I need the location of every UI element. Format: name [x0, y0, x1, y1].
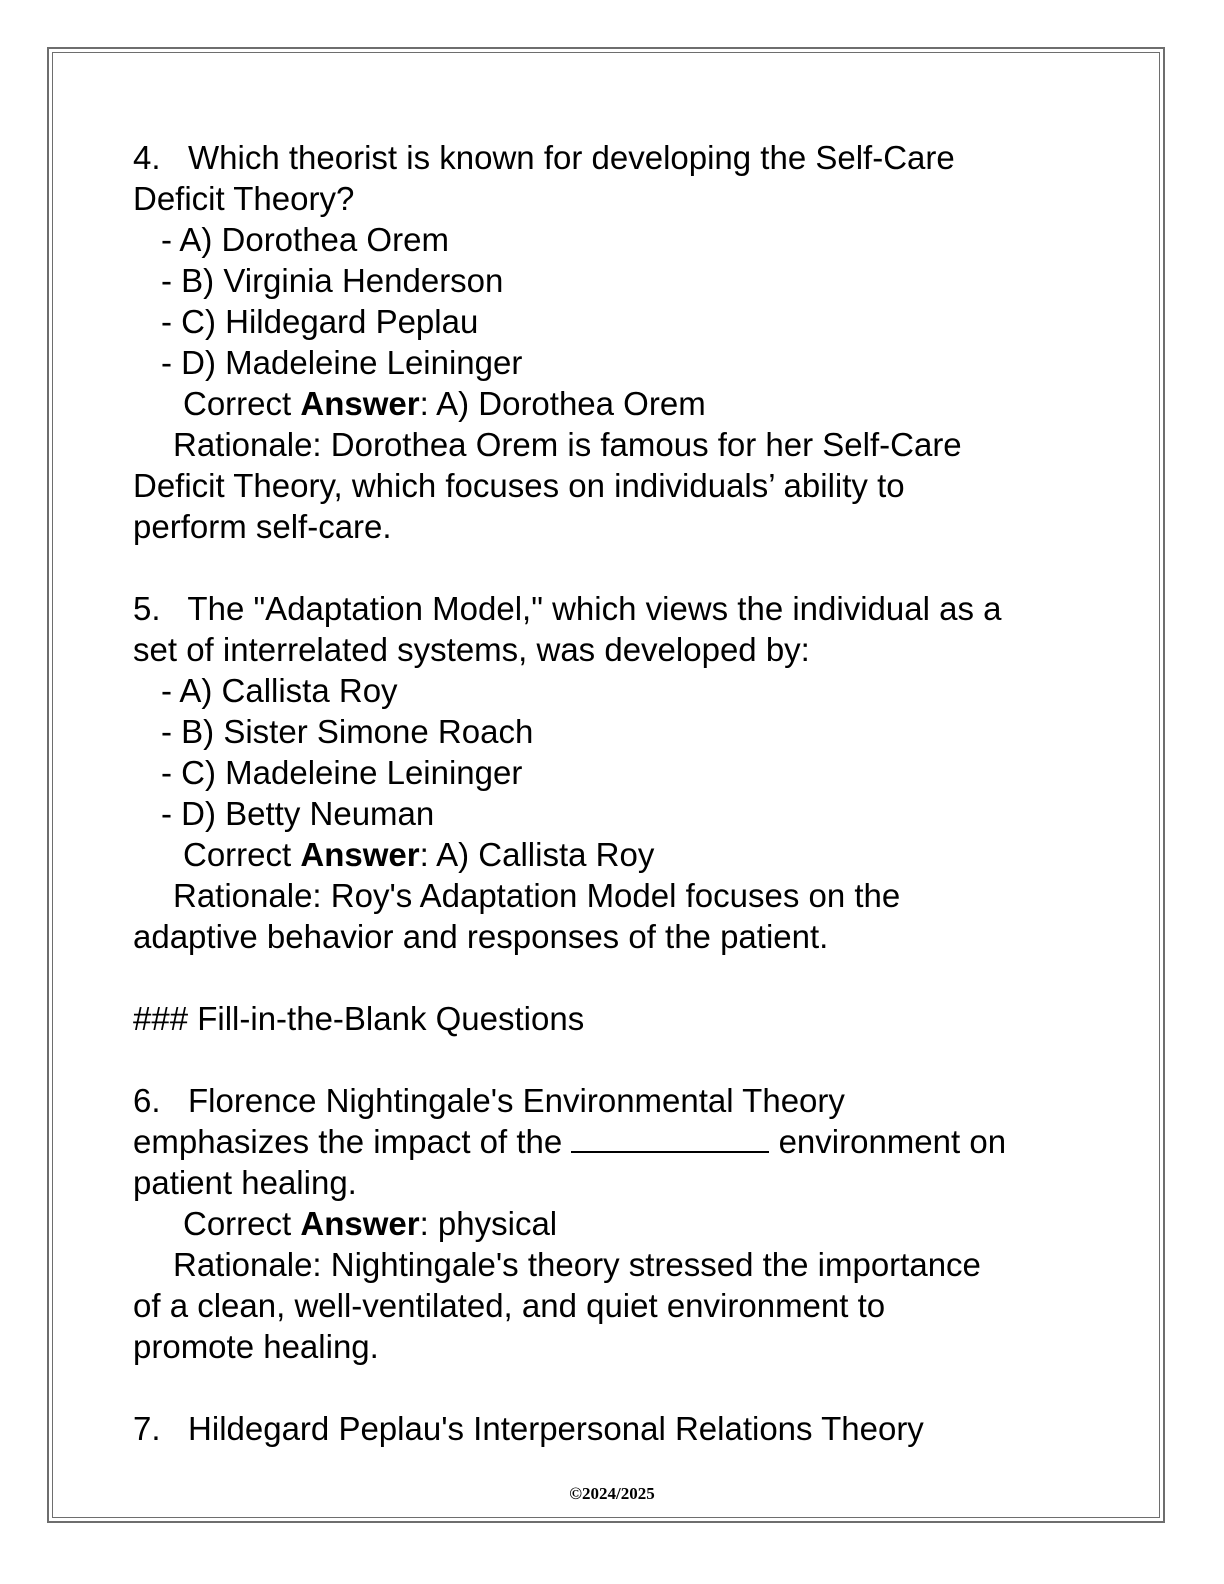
question-6-rationale-line-3: promote healing. [133, 1328, 379, 1365]
document-body [133, 137, 1093, 1449]
question-4-correct-answer [133, 383, 1093, 424]
answer-prefix: Correct [183, 385, 301, 422]
question-5-correct-answer [133, 834, 1093, 875]
copyright-footer: ©2024/2025 [569, 1484, 655, 1503]
question-5-option-a: - A) Callista Roy [161, 672, 398, 709]
fill-in-blank [571, 1123, 769, 1153]
question-6-correct-answer [133, 1203, 1093, 1244]
question-6-line-2 [133, 1121, 1093, 1162]
question-5-line-2: set of interrelated systems, was developed by: [133, 631, 810, 668]
question-4-option-b: - B) Virginia Henderson [161, 262, 504, 299]
answer-label: Answer [300, 1205, 420, 1242]
question-5-rationale-line-1: Rationale: Roy's Adaptation Model focuses on the [173, 877, 901, 914]
answer-label: Answer [300, 836, 420, 873]
question-6-line-1: 6. Florence Nightingale's Environmental Theory [133, 1082, 845, 1119]
question-5-rationale-line-2: adaptive behavior and responses of the patient. [133, 918, 829, 955]
question-6-text-after-blank: environment on [769, 1123, 1007, 1160]
question-6-rationale-line-1: Rationale: Nightingale's theory stressed the importance [173, 1246, 981, 1283]
question-5-line-1: 5. The "Adaptation Model," which views the individual as a [133, 590, 1002, 627]
question-4-option-c: - C) Hildegard Peplau [161, 303, 479, 340]
question-6-rationale-line-2: of a clean, well-ventilated, and quiet environment to [133, 1287, 886, 1324]
question-6-line-3: patient healing. [133, 1164, 357, 1201]
answer-value: : physical [419, 1205, 558, 1242]
spacer [133, 1367, 1093, 1408]
spacer [133, 547, 1093, 588]
question-7-line-1: 7. Hildegard Peplau's Interpersonal Relations Theory [133, 1410, 924, 1447]
question-6-text-before-blank: emphasizes the impact of the [133, 1123, 572, 1160]
question-5-option-d: - D) Betty Neuman [161, 795, 435, 832]
question-4-rationale-line-2: Deficit Theory, which focuses on individuals’ ability to [133, 467, 905, 504]
answer-prefix: Correct [183, 1205, 301, 1242]
answer-value: : A) Dorothea Orem [419, 385, 706, 422]
answer-value: : A) Callista Roy [419, 836, 655, 873]
question-4-line-2: Deficit Theory? [133, 180, 355, 217]
answer-prefix: Correct [183, 836, 301, 873]
spacer [133, 1039, 1093, 1080]
question-4-line-1: 4. Which theorist is known for developing the Self-Care [133, 139, 955, 176]
spacer [133, 957, 1093, 998]
question-5-option-b: - B) Sister Simone Roach [161, 713, 534, 750]
section-heading: ### Fill-in-the-Blank Questions [133, 1000, 585, 1037]
question-4-option-d: - D) Madeleine Leininger [161, 344, 523, 381]
question-4-rationale-line-3: perform self-care. [133, 508, 392, 545]
question-5-option-c: - C) Madeleine Leininger [161, 754, 523, 791]
answer-label: Answer [300, 385, 420, 422]
question-4-rationale-line-1: Rationale: Dorothea Orem is famous for her Self-Care [173, 426, 962, 463]
question-4-option-a: - A) Dorothea Orem [161, 221, 449, 258]
